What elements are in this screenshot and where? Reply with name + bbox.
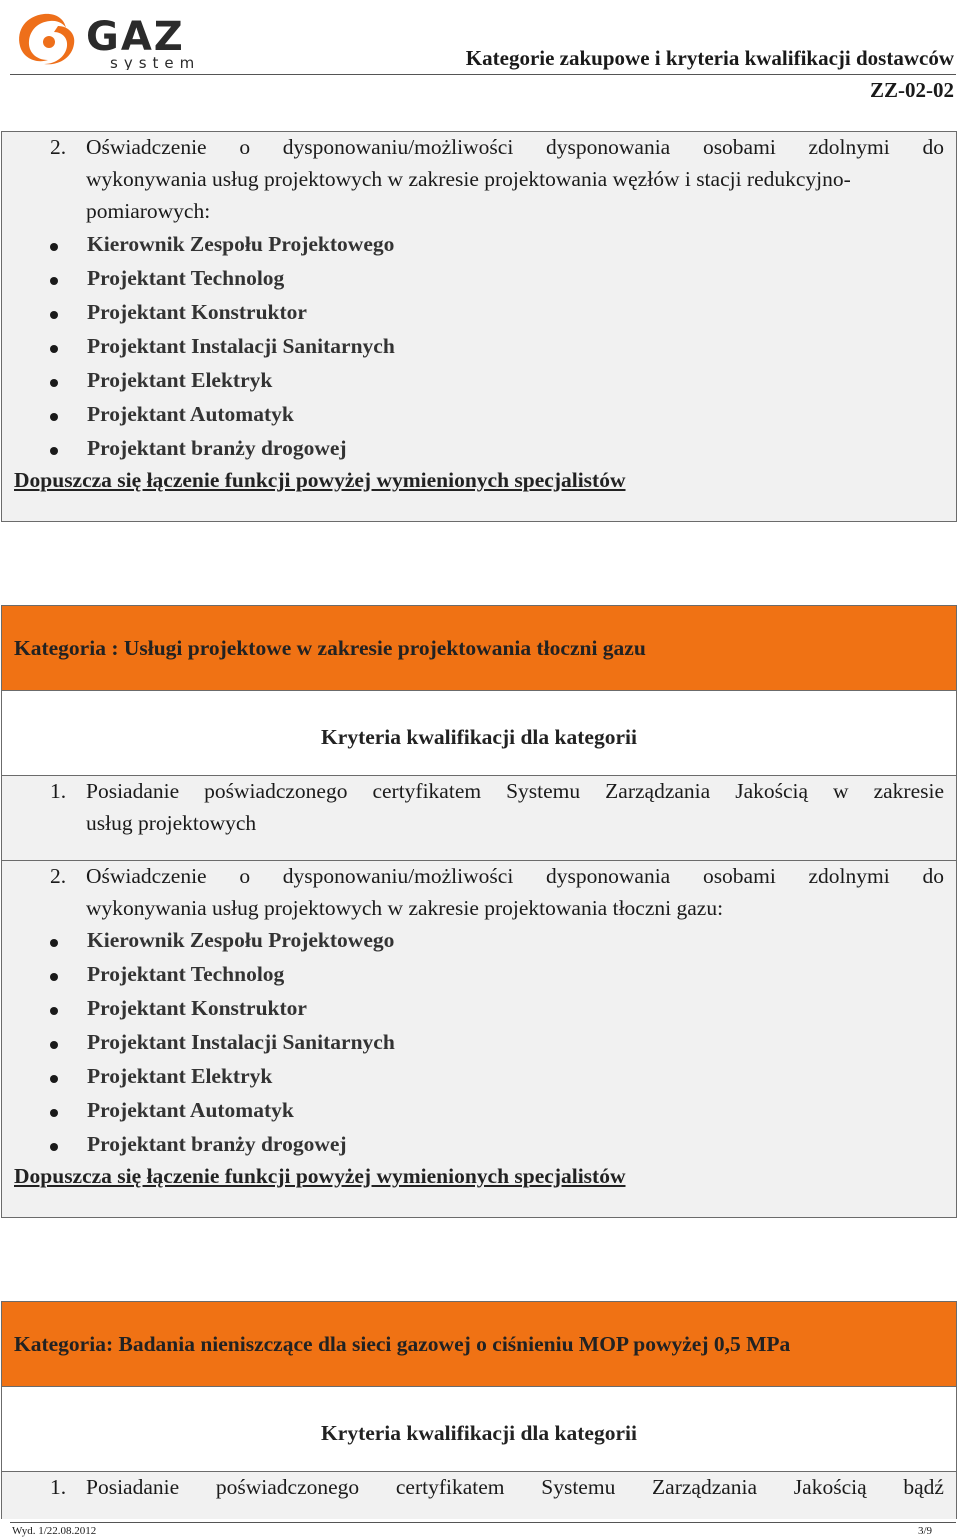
role-item: Projektant Automatyk (87, 1098, 294, 1122)
bullet-icon (50, 379, 58, 387)
page-header (0, 0, 960, 110)
word: zdolnymi (808, 135, 890, 159)
bullet-icon (50, 277, 58, 285)
item-text-line-2: wykonywania usług projektowych w zakresie projektowania tłoczni gazu: (86, 896, 724, 920)
role-item: Projektant Technolog (87, 266, 285, 290)
logo-sub-text: system (110, 54, 201, 70)
bullet-icon (50, 345, 58, 353)
item-number: 2. (50, 864, 67, 888)
role-item: Projektant Konstruktor (87, 996, 307, 1020)
document-code: ZZ-02-02 (870, 78, 954, 102)
combination-note: Dopuszcza się łączenie funkcji powyżej wymienionych specjalistów (14, 468, 626, 492)
word: osobami (702, 135, 776, 159)
word: poświadczonego (204, 779, 348, 803)
item-text-line-1 (86, 779, 944, 804)
criteria-heading-row (1, 1386, 957, 1472)
word: zdolnymi (808, 864, 890, 888)
word: do (922, 864, 944, 888)
combination-note: Dopuszcza się łączenie funkcji powyżej wymienionych specjalistów (14, 1164, 626, 1188)
role-item: Projektant Elektryk (87, 1064, 273, 1088)
category-band-ndt-testing (1, 1301, 957, 1387)
page-number: 3/9 (917, 1525, 932, 1537)
item-text-line-3: pomiarowych: (86, 199, 211, 223)
bullet-icon (50, 1143, 58, 1151)
word: bądź (903, 1475, 944, 1499)
word: Jakością (793, 1475, 867, 1499)
word: poświadczonego (215, 1475, 360, 1499)
criteria-heading: Kryteria kwalifikacji dla kategorii (321, 725, 637, 749)
bullet-icon (50, 243, 58, 251)
footer-divider (10, 1522, 956, 1523)
role-item: Projektant Automatyk (87, 402, 294, 426)
word: Oświadczenie (86, 864, 207, 888)
item-number: 1. (50, 1475, 67, 1499)
word: do (922, 135, 944, 159)
role-item: Projektant branży drogowej (87, 1132, 347, 1156)
word: Systemu (541, 1475, 616, 1499)
edition-label: Wyd. 1/22.08.2012 (12, 1525, 97, 1537)
logo-graphic (14, 8, 274, 70)
role-item: Projektant Instalacji Sanitarnych (87, 1030, 395, 1054)
word: dysponowania (546, 135, 671, 159)
word: Posiadanie (86, 779, 180, 803)
criteria-item-1-box (1, 775, 957, 861)
role-item: Projektant Elektryk (87, 368, 273, 392)
word: Jakością (735, 779, 809, 803)
category-band-compressor-design (1, 605, 957, 691)
item-number: 2. (50, 135, 67, 159)
word: zakresie (873, 779, 944, 803)
criteria-heading: Kryteria kwalifikacji dla kategorii (321, 1421, 637, 1445)
bullet-icon (50, 1109, 58, 1117)
word: osobami (702, 864, 776, 888)
category-title: Kategoria : Usługi projektowe w zakresie projektowania tłoczni gazu (14, 636, 646, 660)
item-text-line-1 (86, 864, 944, 889)
bullet-icon (50, 939, 58, 947)
word: certyfikatem (395, 1475, 505, 1499)
item-text-line-1 (86, 135, 944, 160)
item-text-line-2: wykonywania usług projektowych w zakresie projektowania węzłów i stacji redukcyjno- (86, 167, 851, 191)
role-item: Projektant Instalacji Sanitarnych (87, 334, 395, 358)
word: Zarządzania (652, 1475, 758, 1499)
category-title: Kategoria: Badania nieniszczące dla sieci gazowej o ciśnieniu MOP powyżej 0,5 MPa (14, 1332, 791, 1356)
item-number: 1. (50, 779, 67, 803)
word: Zarządzania (605, 779, 711, 803)
criteria-box-design-stations (1, 131, 957, 522)
role-item: Kierownik Zespołu Projektowego (87, 928, 395, 952)
criteria-item-2-box (1, 860, 957, 1218)
role-item: Projektant Technolog (87, 962, 285, 986)
word: dysponowaniu/możliwości (282, 864, 514, 888)
word: o (239, 135, 251, 159)
header-divider (10, 74, 956, 75)
word: o (239, 864, 251, 888)
item-text-line-2: usług projektowych (86, 811, 257, 835)
bullet-icon (50, 447, 58, 455)
word: Posiadanie (86, 1475, 180, 1499)
word: dysponowania (546, 864, 671, 888)
word: w (833, 779, 849, 803)
word: dysponowaniu/możliwości (282, 135, 514, 159)
bullet-icon (50, 413, 58, 421)
criteria-heading-row (1, 690, 957, 776)
role-item: Kierownik Zespołu Projektowego (87, 232, 395, 256)
criteria-item-1-box (1, 1471, 957, 1519)
role-item: Projektant branży drogowej (87, 436, 347, 460)
bullet-icon (50, 1075, 58, 1083)
bullet-icon (50, 1007, 58, 1015)
item-text-line-1 (86, 1475, 944, 1500)
role-item: Projektant Konstruktor (87, 300, 307, 324)
bullet-icon (50, 973, 58, 981)
bullet-icon (50, 311, 58, 319)
gaz-system-logo (14, 8, 274, 68)
bullet-icon (50, 1041, 58, 1049)
logo-main-text: GAZ (86, 14, 185, 60)
word: Systemu (506, 779, 581, 803)
word: Oświadczenie (86, 135, 207, 159)
word: certyfikatem (372, 779, 482, 803)
document-title: Kategorie zakupowe i kryteria kwalifikacji dostawców (465, 46, 954, 70)
